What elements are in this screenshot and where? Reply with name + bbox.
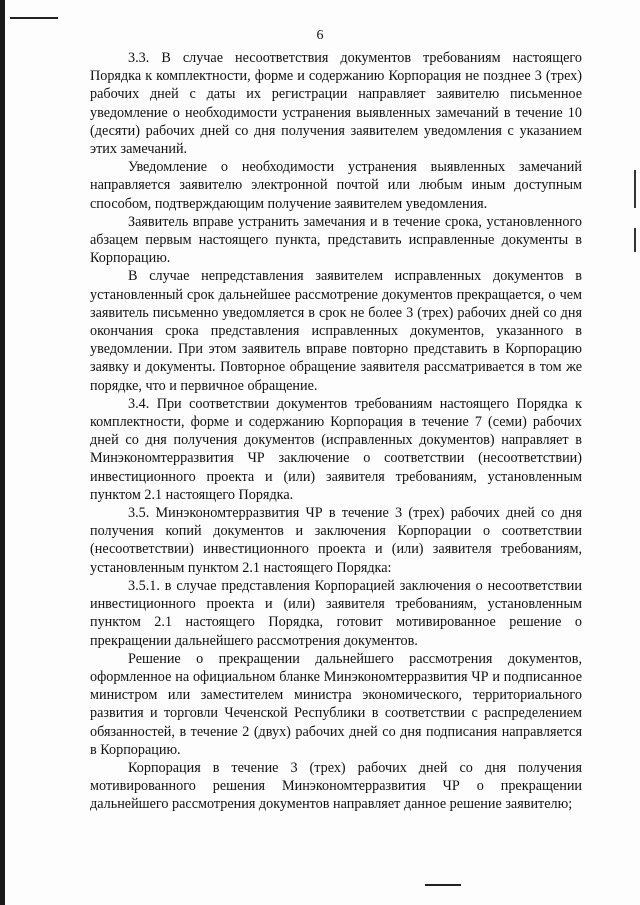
paragraph-decision: Решение о прекращении дальнейшего рассмотрения документов, оформленное на официальном бланке Минэкономтерразвития ЧР и подписанное министром или заместителем министра экономического, территориального развития и торговли Чеченской Республики в соответствии с распределением обязанностей, в течение 2 (двух) рабочих дней со дня подписания направляется в Корпорацию. — [90, 650, 582, 758]
paragraph-3-5: 3.5. Минэкономтерразвития ЧР в течение 3 (трех) рабочих дней со дня получения копий документов и заключения Корпорации о соответствии (несоответствии) инвестиционного проекта и (или) заявителя требованиям, установленным пунктом 2.1 настоящего Порядка: — [90, 505, 582, 576]
scan-edge-left — [0, 0, 5, 905]
paragraph-3-3: 3.3. В случае несоответствия документов требованиям настоящего Порядка к комплектности, форме и содержанию Корпорация не позднее 3 (трех) рабочих дней с даты их регистрации направляет заявителю письменное уведомление о необходимости устранения выявленных замечаний в течение 10 (десяти) рабочих дней со дня получения заявителем уведомления с указанием этих замечаний. — [90, 50, 582, 158]
scan-mark-top — [10, 17, 58, 19]
document-body — [90, 49, 582, 814]
page-number: 6 — [316, 28, 324, 43]
paragraph-3-5-1: 3.5.1. в случае представления Корпорацией заключения о несоответствии инвестиционного проекта и (или) заявителя требованиям, установленным пунктом 2.1 настоящего Порядка, готовит мотивированное решение о прекращении дальнейшего рассмотрения документов. — [90, 577, 582, 649]
paragraph-applicant-right: Заявитель вправе устранить замечания и в течение срока, установленного абзацем первым настоящего пункта, представить исправленные документы в Корпорацию. — [90, 213, 582, 267]
paragraph-notification-delivery: Уведомление о необходимости устранения выявленных замечаний направляется заявителю электронной почтой или любым иным доступным способом, подтверждающим получение заявителем уведомления. — [90, 159, 582, 212]
scan-mark-right — [634, 228, 636, 252]
scan-mark-right — [634, 170, 636, 208]
paragraph-corporation-forwarding: Корпорация в течение 3 (трех) рабочих дней со дня получения мотивированного решения Минэкономтерразвития ЧР о прекращении дальнейшего рассмотрения документов направляет данное решение заявителю; — [90, 759, 582, 813]
paragraph-3-4: 3.4. При соответствии документов требованиям настоящего Порядка к комплектности, форме и содержанию Корпорация в течение 7 (семи) рабочих дней со дня получения документов (исправленных документов) направляет в Минэкономтерразвития ЧР заключение о соответствии (несоответствии) инвестиционного проекта и (или) заявителя требованиям, установленным пунктом 2.1 настоящего Порядка. — [90, 395, 582, 503]
scan-mark-bottom — [425, 884, 461, 886]
paragraph-non-submission: В случае непредставления заявителем исправленных документов в установленный срок дальнейшее рассмотрение документов прекращается, о чем заявитель письменно уведомляется в срок не более 3 (трех) рабочих дней со дня окончания срока представления исправленных документов, указанного в уведомлении. При этом заявитель вправе повторно представить в Корпорацию заявку и документы. Повторное обращение заявителя рассматривается в том же порядке, что и первичное обращение. — [90, 268, 582, 394]
